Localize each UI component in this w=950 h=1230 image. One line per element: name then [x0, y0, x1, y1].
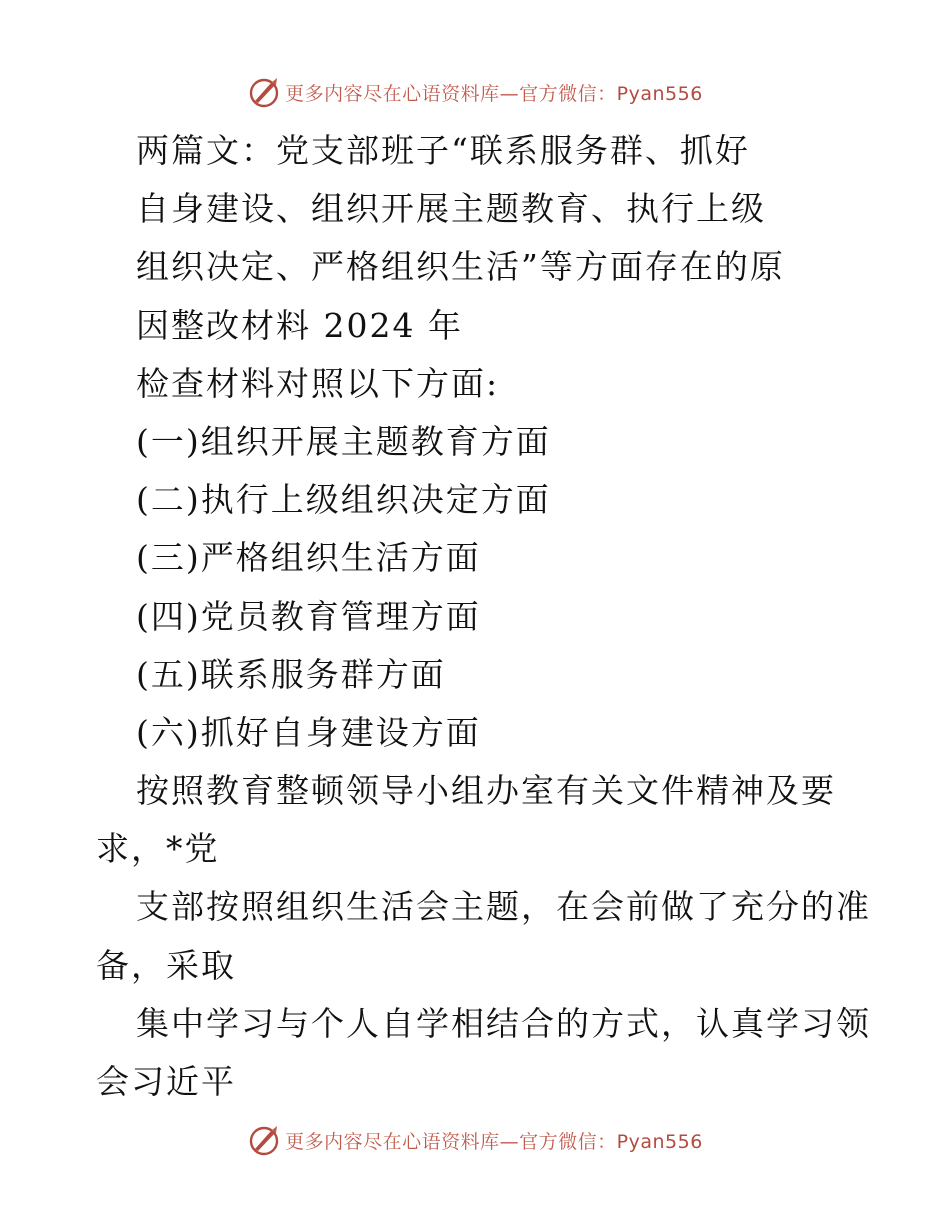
text-line: 组织决定、严格组织生活”等方面存在的原: [136, 247, 785, 287]
footer-banner: [0, 1120, 950, 1160]
header-banner: [0, 72, 950, 112]
text-line: 因整改材料 2024 年: [136, 305, 463, 345]
quill-circle-logo-icon: [247, 75, 281, 109]
document-body: [96, 122, 871, 1111]
text-line: 按照教育整顿领导小组办室有关文件精神及要: [136, 771, 836, 811]
quill-circle-logo-icon: [247, 1123, 281, 1157]
text-line: (一)组织开展主题教育方面: [136, 421, 551, 461]
text-line: (四)党员教育管理方面: [136, 596, 481, 636]
text-line: 两篇文：党支部班子“联系服务群、抓好: [136, 131, 750, 170]
text-line: 求，*党: [96, 829, 220, 869]
text-line: 备，采取: [96, 945, 236, 985]
text-line: 支部按照组织生活会主题，在会前做了充分的准: [136, 887, 871, 927]
text-line: (三)严格组织生活方面: [136, 538, 481, 578]
banner-text: 更多内容尽在心语资料库—官方微信：Pyan556: [285, 82, 703, 105]
text-line: 集中学习与个人自学相结合的方式，认真学习领: [136, 1003, 871, 1043]
banner-text: 更多内容尽在心语资料库—官方微信：Pyan556: [285, 1130, 703, 1153]
text-line: 检查材料对照以下方面:: [136, 363, 500, 403]
text-line: 会习近平: [96, 1062, 236, 1101]
text-line: (五)联系服务群方面: [136, 654, 446, 694]
text-line: (六)抓好自身建设方面: [136, 712, 481, 752]
text-line: 自身建设、组织开展主题教育、执行上级: [136, 189, 766, 229]
text-line: (二)执行上级组织决定方面: [136, 480, 551, 520]
